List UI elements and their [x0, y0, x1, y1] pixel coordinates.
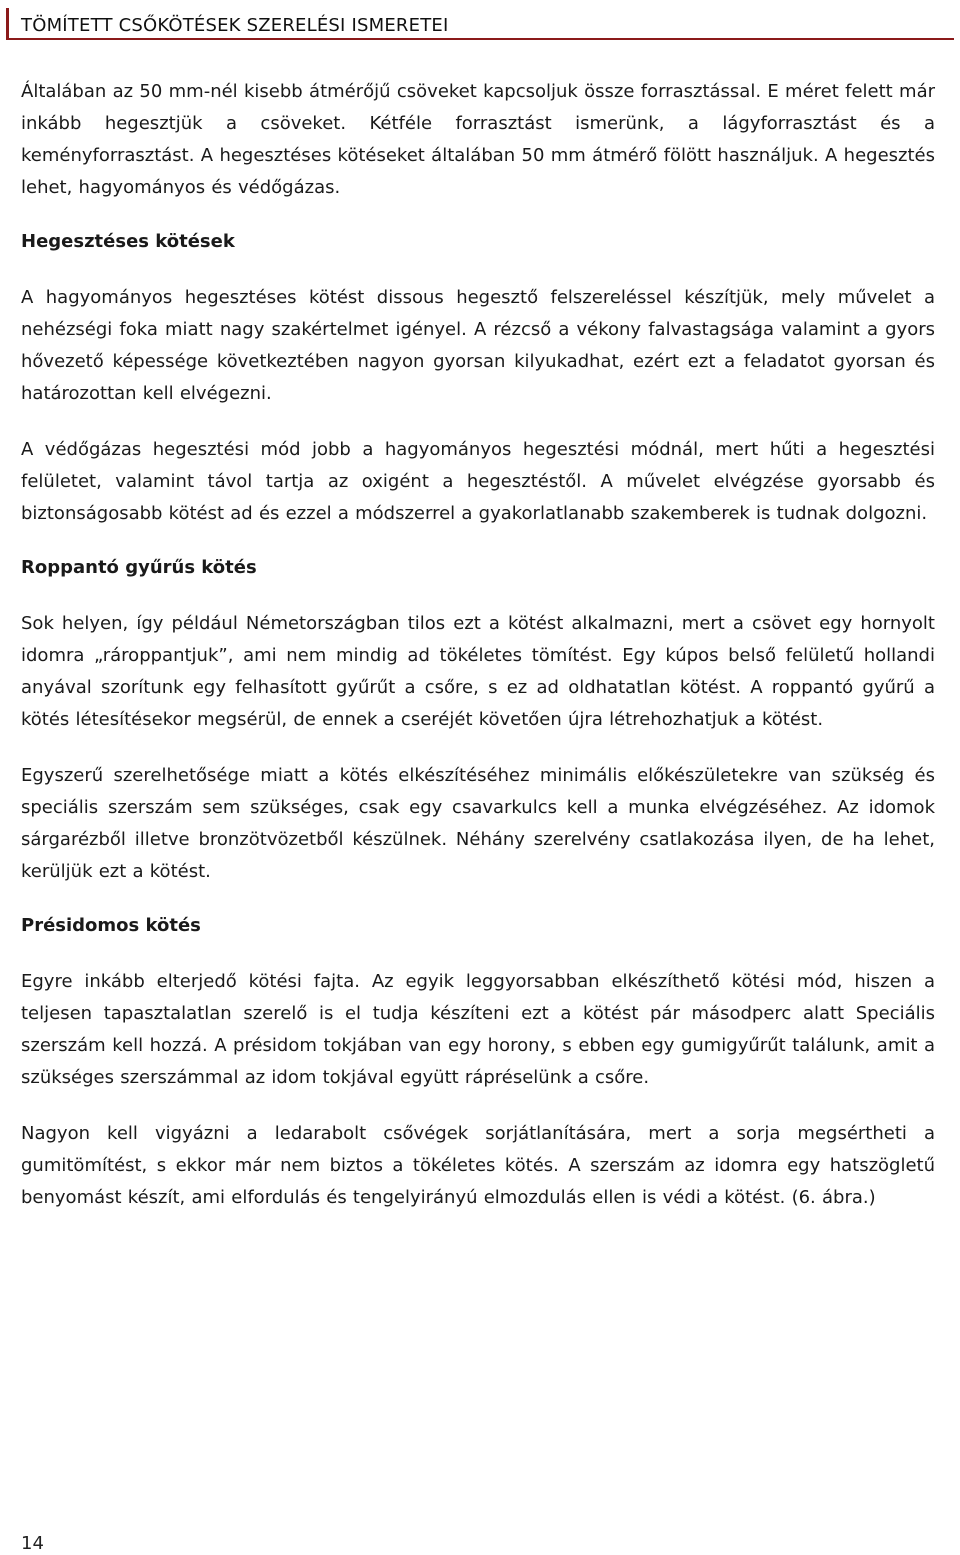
- body-paragraph: Egyszerű szerelhetősége miatt a kötés elkészítéséhez minimális előkészületekre van szükség és speciális szerszám sem szükséges, csak egy csavarkulcs kell a munka elvégzéséhez. Az idomok sárgarézből illetve bronzötvözetből készülnek. Néhány szerelvény csatlakozása ilyen, de ha lehet, kerüljük ezt a kötést.: [21, 765, 935, 882]
- body-paragraph: Nagyon kell vigyázni a ledarabolt csővégek sorjátlanítására, mert a sorja megsértheti a gumitömítést, s ekkor már nem biztos a tökéletes kötés. A szerszám az idomra egy hatszögletű benyomást készít, ami elfordulás és tengelyirányú elmozdulás ellen is védi a kötést. (6. ábra.): [21, 1123, 935, 1208]
- running-header-title: TÖMÍTETT CSŐKÖTÉSEK SZERELÉSI ISMERETEI: [21, 15, 449, 36]
- page-number: 14: [21, 1533, 44, 1554]
- body-paragraph: A védőgázas hegesztési mód jobb a hagyományos hegesztési módnál, mert hűti a hegesztési felületet, valamint távol tartja az oxigént a hegesztéstől. A művelet elvégzése gyorsabb és biztonságosabb kötést ad és ezzel a módszerrel a gyakorlatlanabb szakemberek is tudnak dolgozni.: [21, 439, 935, 524]
- section-heading-presidomos: Présidomos kötés: [21, 915, 201, 936]
- page-body: [21, 76, 935, 1214]
- section-heading-roppanto: Roppantó gyűrűs kötés: [21, 557, 257, 578]
- intro-paragraph: Általában az 50 mm-nél kisebb átmérőjű csöveket kapcsoljuk össze forrasztással. E méret felett már inkább hegesztjük a csöveket. Kétféle forrasztást ismerünk, a lágyforrasztást és a keményforrasztást. A hegesztéses kötéseket általában 50 mm átmérő fölött használjuk. A hegesztés lehet, hagyományos és védőgázas.: [21, 81, 935, 198]
- running-header: [6, 8, 954, 40]
- body-paragraph: Egyre inkább elterjedő kötési fajta. Az egyik leggyorsabban elkészíthető kötési mód, hiszen a teljesen tapasztalatlan szerelő is el tudja készíteni ezt a kötést pár másodperc alatt Speciális szerszám kell hozzá. A présidom tokjában van egy horony, s ebben egy gumigyűrűt találunk, amit a szükséges szerszámmal az idom tokjával együtt rápréselünk a csőre.: [21, 971, 935, 1088]
- body-paragraph: A hagyományos hegesztéses kötést dissous hegesztő felszereléssel készítjük, mely művelet a nehézségi foka miatt nagy szakértelmet igényel. A rézcső a vékony falvastagsága valamint a gyors hővezető képessége következtében nagyon gyorsan kilyukadhat, ezért ezt a feladatot gyorsan és határozottan kell elvégezni.: [21, 287, 935, 404]
- body-paragraph: Sok helyen, így például Németországban tilos ezt a kötést alkalmazni, mert a csövet egy hornyolt idomra „rároppantjuk”, ami nem mindig ad tökéletes tömítést. Egy kúpos belső felületű hollandi anyával szorítunk egy felhasított gyűrűt a csőre, s ez ad oldhatatlan kötést. A roppantó gyűrű a kötés létesítésekor megsérül, de ennek a cseréjét követően újra létrehozhatjuk a kötést.: [21, 613, 935, 730]
- section-heading-hegeszteses: Hegesztéses kötések: [21, 231, 235, 252]
